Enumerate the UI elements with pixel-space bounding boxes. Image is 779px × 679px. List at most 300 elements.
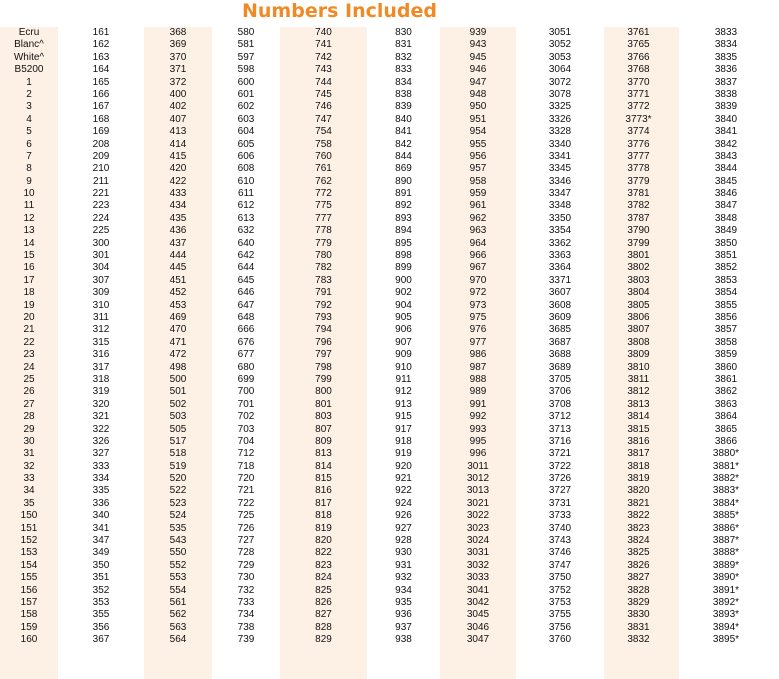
- table-cell: 355: [92, 609, 110, 621]
- table-cell: 746: [315, 101, 332, 113]
- table-cell: 31: [23, 448, 35, 460]
- table-cell: 311: [93, 311, 109, 323]
- table-cell: 647: [237, 299, 255, 311]
- table-cell: 904: [395, 299, 412, 311]
- table-cell: 807: [315, 423, 332, 435]
- table-cell: 353: [92, 596, 110, 608]
- table-cell: 930: [395, 547, 412, 559]
- table-cell: 33: [23, 473, 35, 485]
- table-cell: 3891*: [712, 584, 740, 596]
- table-cell: 452: [169, 287, 187, 299]
- table-cell: 801: [315, 398, 332, 410]
- table-cell: 1: [26, 76, 32, 88]
- table-cell: 963: [469, 225, 487, 237]
- table-cell: 3727: [548, 485, 572, 497]
- table-cell: 817: [315, 497, 332, 509]
- table-cell: 16: [23, 262, 35, 274]
- table-cell: 937: [395, 621, 412, 633]
- table-cell: 372: [169, 76, 187, 88]
- table-cell: 437: [169, 237, 187, 249]
- table-cell: 3753: [548, 596, 572, 608]
- table-cell: 518: [169, 448, 187, 460]
- table-cell: 823: [315, 559, 332, 571]
- table-cell: 642: [237, 250, 255, 262]
- table-cell: 3347: [548, 188, 572, 200]
- table-cell: 782: [315, 262, 332, 274]
- table-cell: 3833: [714, 27, 738, 38]
- table-cell: 972: [469, 287, 487, 299]
- table-cell: 907: [395, 336, 412, 348]
- table-cell: 3609: [548, 311, 572, 323]
- table-cell: 444: [169, 250, 187, 262]
- table-cell: 3858: [714, 336, 738, 348]
- table-cell: 341: [92, 522, 110, 534]
- table-cell: 967: [469, 262, 487, 274]
- table-cell: 402: [169, 101, 187, 113]
- table-cell: 3845: [714, 175, 738, 187]
- table-cell: 209: [92, 150, 110, 162]
- table-cell: 503: [169, 411, 187, 423]
- table-cell: 3865: [714, 423, 738, 435]
- table-cell: 517: [169, 435, 187, 447]
- table-cell: 322: [92, 423, 110, 435]
- table-cell: 803: [315, 411, 332, 423]
- table-cell: 400: [169, 88, 187, 100]
- table-cell: 741: [315, 39, 332, 51]
- table-cell: 892: [395, 200, 412, 212]
- table-cell: 644: [237, 262, 255, 274]
- table-cell: 221: [92, 188, 110, 200]
- table-cell: 905: [395, 311, 412, 323]
- table-cell: 911: [395, 373, 412, 385]
- table-cell: 800: [315, 386, 332, 398]
- table-cell: 3760: [548, 634, 572, 646]
- table-cell: 838: [395, 88, 412, 100]
- table-cell: 352: [92, 584, 110, 596]
- table-cell: 917: [395, 423, 412, 435]
- table-cell: 605: [237, 138, 255, 150]
- table-cell: 991: [469, 398, 487, 410]
- table-cell: 601: [237, 88, 255, 100]
- table-cell: 3731: [548, 497, 572, 509]
- table-cell: 3779: [627, 175, 650, 187]
- table-cell: 23: [23, 349, 35, 361]
- table-cell: 3853: [714, 274, 738, 286]
- table-cell: 733: [237, 596, 255, 608]
- table-cell: 730: [237, 572, 255, 584]
- table-cell: 722: [237, 497, 255, 509]
- table-cell: 961: [469, 200, 487, 212]
- table-cell: 3078: [548, 88, 572, 100]
- table-cell: 646: [237, 287, 255, 299]
- table-cell: 842: [395, 138, 412, 150]
- table-cell: Ecru: [18, 27, 40, 38]
- table-cell: 3689: [548, 361, 572, 373]
- table-cell: 793: [315, 311, 332, 323]
- table-cell: 3031: [466, 547, 490, 559]
- table-cell: 24: [23, 361, 35, 373]
- table-cell: 680: [237, 361, 255, 373]
- table-cell: 3799: [627, 237, 650, 249]
- table-cell: 3843: [714, 150, 738, 162]
- table-cell: 3844: [714, 163, 738, 175]
- table-cell: 931: [395, 559, 412, 571]
- table-cell: 312: [92, 324, 110, 336]
- page-title: Numbers Included: [242, 0, 437, 22]
- table-cell: 561: [169, 596, 187, 608]
- table-cell: 702: [237, 411, 255, 423]
- table-cell: 3750: [548, 572, 572, 584]
- table-cell: 909: [395, 349, 412, 361]
- table-cell: 924: [395, 497, 412, 509]
- table-cell: 3765: [627, 39, 650, 51]
- table-cell: 34: [23, 485, 35, 497]
- table-cell: 21: [23, 324, 35, 336]
- table-cell: 340: [92, 510, 110, 522]
- table-cell: 3740: [548, 522, 572, 534]
- table-cell: 3828: [627, 584, 650, 596]
- table-cell: 315: [92, 336, 110, 348]
- table-cell: 611: [238, 188, 254, 200]
- table-cell: 351: [92, 572, 110, 584]
- table-cell: 604: [237, 126, 255, 138]
- table-cell: 827: [315, 609, 332, 621]
- table-cell: 762: [315, 175, 332, 187]
- table-cell: 3328: [548, 126, 572, 138]
- table-cell: 890: [395, 175, 412, 187]
- table-cell: 3812: [627, 386, 650, 398]
- table-cell: 553: [169, 572, 187, 584]
- table-cell: 155: [20, 572, 38, 584]
- table-cell: 915: [395, 411, 412, 423]
- table-cell: 725: [237, 510, 255, 522]
- table-cell: 309: [92, 287, 110, 299]
- table-cell: 727: [237, 535, 255, 547]
- table-cell: 613: [237, 212, 255, 224]
- table-cell: 3772: [627, 101, 650, 113]
- table-cell: 3776: [627, 138, 650, 150]
- table-cell: 3781: [627, 188, 650, 200]
- table-cell: 895: [395, 237, 412, 249]
- table-cell: 3072: [548, 76, 572, 88]
- table-cell: 815: [315, 473, 332, 485]
- table-cell: 30: [23, 435, 35, 447]
- table-cell: 3801: [627, 250, 650, 262]
- table-cell: 318: [92, 373, 110, 385]
- numbers-table: [0, 27, 740, 647]
- table-cell: 745: [315, 88, 332, 100]
- table-cell: 598: [237, 64, 255, 76]
- table-cell: 370: [169, 51, 187, 63]
- table-cell: 3771: [627, 88, 650, 100]
- table-cell: 316: [92, 349, 110, 361]
- table-cell: 951: [469, 113, 487, 125]
- table-cell: 3021: [466, 497, 490, 509]
- table-cell: 632: [237, 225, 255, 237]
- table-cell: 740: [315, 27, 332, 38]
- table-cell: 954: [469, 126, 487, 138]
- table-cell: 3782: [627, 200, 650, 212]
- table-cell: 822: [315, 547, 332, 559]
- table-cell: 154: [20, 559, 38, 571]
- table-cell: 156: [20, 584, 38, 596]
- table-cell: 970: [469, 274, 487, 286]
- table-cell: 797: [315, 349, 332, 361]
- table-cell: 327: [92, 448, 110, 460]
- table-cell: 413: [169, 126, 187, 138]
- table-cell: 160: [20, 634, 38, 646]
- table-cell: 3889*: [712, 559, 740, 571]
- table-cell: 3712: [548, 411, 572, 423]
- table-cell: 3866: [714, 435, 738, 447]
- table-cell: 3013: [466, 485, 490, 497]
- table-cell: 3884*: [712, 497, 740, 509]
- table-cell: 3761: [627, 27, 650, 38]
- table-cell: 3886*: [712, 522, 740, 534]
- table-cell: 3837: [714, 76, 738, 88]
- table-cell: 3862: [714, 386, 738, 398]
- table-cell: 3051: [548, 27, 572, 38]
- table-cell: 893: [395, 212, 412, 224]
- table-cell: 779: [315, 237, 332, 249]
- table-cell: 333: [92, 460, 110, 472]
- table-cell: 3743: [548, 535, 572, 547]
- table-cell: 321: [92, 411, 110, 423]
- table-cell: 703: [237, 423, 255, 435]
- table-cell: 721: [237, 485, 255, 497]
- table-cell: 943: [469, 39, 487, 51]
- table-cell: 159: [20, 621, 38, 633]
- table-cell: 564: [169, 634, 187, 646]
- table-cell: 9: [26, 175, 32, 187]
- table-cell: 3364: [548, 262, 572, 274]
- table-cell: 11: [23, 200, 35, 212]
- table-cell: 3881*: [712, 460, 740, 472]
- table-cell: 729: [237, 559, 255, 571]
- table-cell: 938: [395, 634, 412, 646]
- table-cell: 520: [169, 473, 187, 485]
- table-cell: 902: [395, 287, 412, 299]
- table-cell: 3809: [627, 349, 650, 361]
- table-cell: 420: [169, 163, 187, 175]
- table-cell: 3826: [627, 559, 650, 571]
- table-cell: 919: [395, 448, 412, 460]
- table-cell: 3840: [714, 113, 738, 125]
- table-cell: 10: [23, 188, 35, 200]
- table-cell: 3847: [714, 200, 738, 212]
- table-cell: 3777: [627, 150, 650, 162]
- table-cell: 415: [169, 150, 187, 162]
- table-cell: 165: [92, 76, 110, 88]
- table-cell: 818: [315, 510, 332, 522]
- table-cell: 3838: [714, 88, 738, 100]
- table-cell: 744: [315, 76, 332, 88]
- table-cell: 3825: [627, 547, 650, 559]
- table-cell: 435: [169, 212, 187, 224]
- table-cell: 758: [315, 138, 332, 150]
- table-cell: 12: [23, 212, 35, 224]
- table-cell: 498: [169, 361, 187, 373]
- table-cell: 223: [92, 200, 110, 212]
- table-cell: 3811: [627, 373, 650, 385]
- table-cell: 700: [237, 386, 255, 398]
- table-cell: 335: [92, 485, 110, 497]
- table-cell: 3860: [714, 361, 738, 373]
- table-cell: 3848: [714, 212, 738, 224]
- table-cell: 906: [395, 324, 412, 336]
- table-cell: 3042: [466, 596, 490, 608]
- table-cell: 3708: [548, 398, 572, 410]
- table-cell: 3024: [466, 535, 490, 547]
- table-cell: 796: [315, 336, 332, 348]
- table-cell: 3808: [627, 336, 650, 348]
- table-cell: 3805: [627, 299, 650, 311]
- table-cell: 25: [23, 373, 35, 385]
- table-cell: 3348: [548, 200, 572, 212]
- table-cell: 3041: [466, 584, 490, 596]
- table-cell: 224: [92, 212, 110, 224]
- table-cell: 3: [26, 101, 32, 113]
- table-cell: 317: [92, 361, 110, 373]
- table-cell: 720: [237, 473, 255, 485]
- table-cell: 3802: [627, 262, 650, 274]
- table-cell: 3821: [627, 497, 650, 509]
- table-cell: 347: [92, 535, 110, 547]
- table-cell: 3855: [714, 299, 738, 311]
- table-cell: 3850: [714, 237, 738, 249]
- table-cell: 718: [237, 460, 255, 472]
- table-cell: 3688: [548, 349, 572, 361]
- table-cell: 780: [315, 250, 332, 262]
- table-cell: 502: [169, 398, 187, 410]
- table-cell: 3832: [627, 634, 650, 646]
- table-cell: 20: [23, 311, 35, 323]
- table-cell: 472: [169, 349, 187, 361]
- table-cell: 356: [92, 621, 110, 633]
- table-cell: 3053: [548, 51, 572, 63]
- table-cell: 792: [315, 299, 332, 311]
- table-cell: 794: [315, 324, 332, 336]
- table-cell: 3746: [548, 547, 572, 559]
- table-cell: 798: [315, 361, 332, 373]
- table-cell: 3326: [548, 113, 572, 125]
- table-cell: 956: [469, 150, 487, 162]
- table-cell: 841: [395, 126, 412, 138]
- table-cell: 505: [169, 423, 187, 435]
- table-cell: 701: [237, 398, 255, 410]
- table-cell: 407: [169, 113, 187, 125]
- table-cell: 7: [26, 150, 32, 162]
- table-cell: 891: [395, 188, 412, 200]
- table-cell: 471: [169, 336, 187, 348]
- table-cell: 602: [237, 101, 255, 113]
- table-cell: 3892*: [712, 596, 740, 608]
- table-cell: 319: [92, 386, 110, 398]
- table-cell: 826: [315, 596, 332, 608]
- table-cell: 13: [23, 225, 35, 237]
- table-cell: 799: [315, 373, 332, 385]
- table-cell: 32: [23, 460, 35, 472]
- table-cell: 899: [395, 262, 412, 274]
- table-cell: 368: [169, 27, 187, 38]
- table-cell: 926: [395, 510, 412, 522]
- table-cell: 712: [237, 448, 255, 460]
- table-cell: 501: [169, 386, 187, 398]
- table-cell: 3852: [714, 262, 738, 274]
- table-cell: 225: [92, 225, 110, 237]
- table-cell: 3883*: [712, 485, 740, 497]
- table-cell: 918: [395, 435, 412, 447]
- table-cell: 562: [169, 609, 187, 621]
- table-cell: 3766: [627, 51, 650, 63]
- table-cell: 935: [395, 596, 412, 608]
- table-cell: 955: [469, 138, 487, 150]
- table-cell: 928: [395, 535, 412, 547]
- table-cell: 15: [23, 250, 35, 262]
- table-cell: 898: [395, 250, 412, 262]
- table-cell: 819: [315, 522, 332, 534]
- table-cell: 500: [169, 373, 187, 385]
- table-cell: 3885*: [712, 510, 740, 522]
- table-cell: 775: [315, 200, 332, 212]
- table-cell: 3893*: [712, 609, 740, 621]
- table-cell: 3047: [466, 634, 490, 646]
- table-cell: 988: [469, 373, 487, 385]
- table-cell: 336: [92, 497, 110, 509]
- table-cell: 3815: [627, 423, 650, 435]
- table-cell: 814: [315, 460, 332, 472]
- table-cell: 610: [237, 175, 255, 187]
- table-cell: 645: [237, 274, 255, 286]
- table-cell: 3341: [548, 150, 572, 162]
- table-cell: 734: [237, 609, 255, 621]
- table-cell: 830: [395, 27, 412, 38]
- table-cell: 3895*: [712, 634, 740, 646]
- table-cell: 543: [169, 535, 187, 547]
- table-cell: 3806: [627, 311, 650, 323]
- table-cell: 3834: [714, 39, 738, 51]
- table-cell: 3350: [548, 212, 572, 224]
- table-cell: Blanc^: [14, 39, 44, 51]
- table-cell: 820: [315, 535, 332, 547]
- table-cell: 3882*: [712, 473, 740, 485]
- table-cell: 3824: [627, 535, 650, 547]
- table-cell: 666: [237, 324, 255, 336]
- table-cell: 939: [469, 27, 487, 38]
- table-cell: 414: [169, 138, 187, 150]
- table-cell: 950: [469, 101, 487, 113]
- table-cell: 813: [315, 448, 332, 460]
- table-cell: 987: [469, 361, 487, 373]
- table-cell: 945: [469, 51, 487, 63]
- table-cell: 433: [169, 188, 187, 200]
- table-cell: 3854: [714, 287, 738, 299]
- table-cell: 976: [469, 324, 487, 336]
- table-cell: 993: [469, 423, 487, 435]
- table-cell: 35: [23, 497, 35, 509]
- table-cell: 301: [92, 250, 110, 262]
- table-cell: 26: [23, 386, 35, 398]
- table-cell: 28: [23, 411, 35, 423]
- table-cell: 840: [395, 113, 412, 125]
- table-cell: 3713: [548, 423, 572, 435]
- table-cell: 922: [395, 485, 412, 497]
- table-cell: 524: [169, 510, 187, 522]
- table-cell: 3846: [714, 188, 738, 200]
- table-cell: 3851: [714, 250, 738, 262]
- table-cell: 986: [469, 349, 487, 361]
- table-cell: 3705: [548, 373, 572, 385]
